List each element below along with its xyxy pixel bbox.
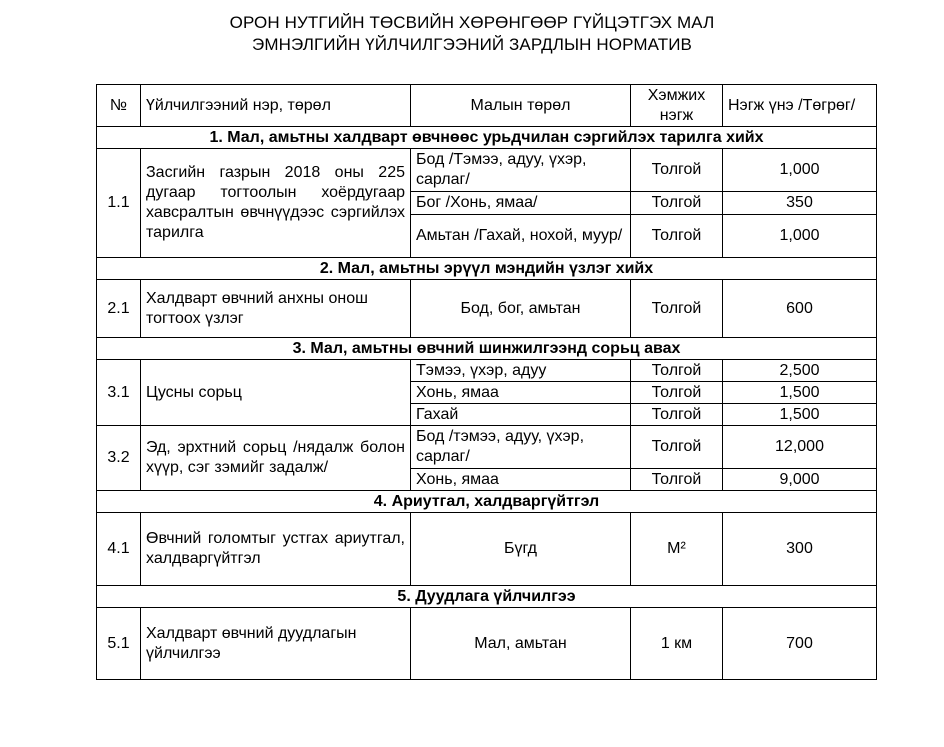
unit: Толгой [631, 426, 723, 469]
price: 12,000 [723, 426, 877, 469]
table-row [97, 149, 877, 192]
table-row [97, 280, 877, 338]
row-number: 1.1 [97, 149, 141, 258]
table-row [97, 608, 877, 680]
animal-type: Хонь, ямаа [411, 469, 631, 491]
service-name: Засгийн газрын 2018 оны 225 дугаар тогтоолын хоёрдугаар хавсралтын өвчнүүдээс сэргийлэх тарилга [141, 149, 411, 258]
price: 700 [723, 608, 877, 680]
service-name: Халдварт өвчний анхны онош тогтоох үзлэг [141, 280, 411, 338]
header-service: Үйлчилгээний нэр, төрөл [141, 85, 411, 127]
unit: 1 км [631, 608, 723, 680]
unit: Толгой [631, 404, 723, 426]
section-title-row [97, 491, 877, 513]
unit: М² [631, 513, 723, 586]
section-title-row [97, 586, 877, 608]
section-title: 4. Ариутгал, халдваргүйтгэл [97, 491, 877, 513]
section-title-row [97, 258, 877, 280]
price: 1,000 [723, 214, 877, 257]
price: 600 [723, 280, 877, 338]
header-price: Нэгж үнэ /Төгрөг/ [723, 85, 877, 127]
section-title: 5. Дуудлага үйлчилгээ [97, 586, 877, 608]
norms-table [96, 84, 877, 680]
table-row [97, 426, 877, 469]
unit: Толгой [631, 382, 723, 404]
service-name: Өвчний голомтыг устгах ариутгал, халдваргүйтгэл [141, 513, 411, 586]
animal-type: Хонь, ямаа [411, 382, 631, 404]
animal-type: Бод /Тэмээ, адуу, үхэр, сарлаг/ [411, 149, 631, 192]
price: 1,500 [723, 404, 877, 426]
table-row [97, 513, 877, 586]
header-unit: Хэмжих нэгж [631, 85, 723, 127]
price: 350 [723, 192, 877, 214]
service-name: Халдварт өвчний дуудлагын үйлчилгээ [141, 608, 411, 680]
animal-type: Бог /Хонь, ямаа/ [411, 192, 631, 214]
animal-type: Тэмээ, үхэр, адуу [411, 360, 631, 382]
section-title: 3. Мал, амьтны өвчний шинжилгээнд сорьц авах [97, 338, 877, 360]
row-number: 5.1 [97, 608, 141, 680]
title-line-1: ОРОН НУТГИЙН ТӨСВИЙН ХӨРӨНГӨӨР ГҮЙЦЭТГЭХ МАЛ [229, 13, 715, 32]
unit: Толгой [631, 149, 723, 192]
price: 1,500 [723, 382, 877, 404]
row-number: 3.1 [97, 360, 141, 426]
section-title-row [97, 338, 877, 360]
price: 9,000 [723, 469, 877, 491]
row-number: 3.2 [97, 426, 141, 491]
table-header-row [97, 85, 877, 127]
animal-type: Бүгд [411, 513, 631, 586]
table-row [97, 360, 877, 382]
animal-type: Бод, бог, амьтан [411, 280, 631, 338]
section-title: 1. Мал, амьтны халдварт өвчнөөс урьдчилан сэргийлэх тарилга хийх [97, 127, 877, 149]
document-title [0, 12, 944, 56]
header-no: № [97, 85, 141, 127]
price: 300 [723, 513, 877, 586]
unit: Толгой [631, 192, 723, 214]
title-line-2: ЭМНЭЛГИЙН ҮЙЛЧИЛГЭЭНИЙ ЗАРДЛЫН НОРМАТИВ [252, 35, 692, 54]
service-name: Эд, эрхтний сорьц /нядалж болон хүүр, сэг зэмийг задалж/ [141, 426, 411, 491]
unit: Толгой [631, 280, 723, 338]
section-title-row [97, 127, 877, 149]
unit: Толгой [631, 469, 723, 491]
section-title: 2. Мал, амьтны эрүүл мэндийн үзлэг хийх [97, 258, 877, 280]
header-animal: Малын төрөл [411, 85, 631, 127]
row-number: 4.1 [97, 513, 141, 586]
animal-type: Бод /тэмээ, адуу, үхэр, сарлаг/ [411, 426, 631, 469]
unit: Толгой [631, 214, 723, 257]
animal-type: Гахай [411, 404, 631, 426]
animal-type: Амьтан /Гахай, нохой, муур/ [411, 214, 631, 257]
animal-type: Мал, амьтан [411, 608, 631, 680]
unit: Толгой [631, 360, 723, 382]
service-name: Цусны сорьц [141, 360, 411, 426]
price: 1,000 [723, 149, 877, 192]
price: 2,500 [723, 360, 877, 382]
row-number: 2.1 [97, 280, 141, 338]
